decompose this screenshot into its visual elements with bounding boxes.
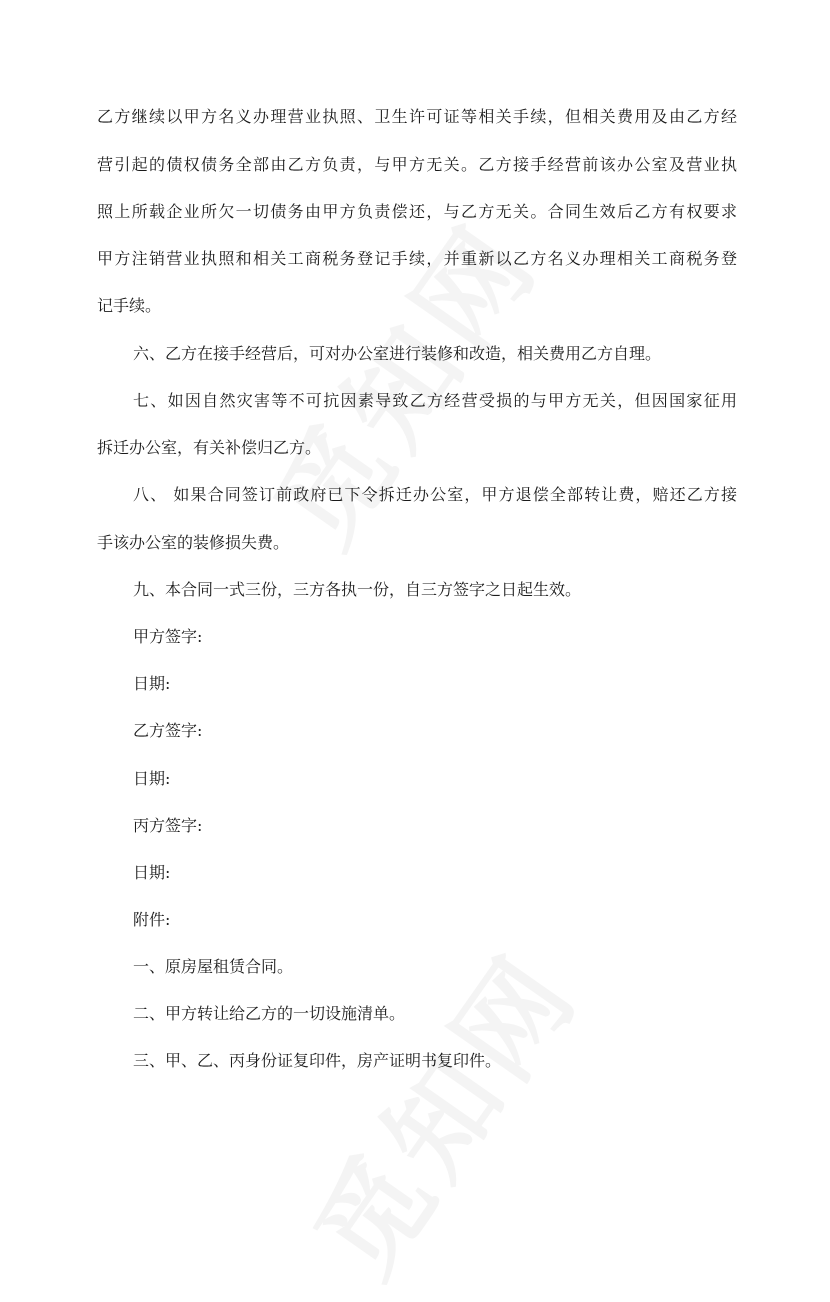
clause5-line-5: 记手续。 <box>97 296 162 315</box>
clause7-line-2: 拆迁办公室，有关补偿归乙方。 <box>97 438 322 457</box>
clause5-line-1: 乙方继续以甲方名义办理营业执照、卫生许可证等相关手续，但相关费用及由乙方经 <box>97 107 737 126</box>
attachment-item-1: 一、原房屋租赁合同。 <box>133 957 294 976</box>
party-b-signature: 乙方签字: <box>133 721 203 740</box>
party-c-signature: 丙方签字: <box>133 816 203 835</box>
clause5-line-4: 甲方注销营业执照和相关工商税务登记手续，并重新以乙方名义办理相关工商税务登 <box>97 249 737 268</box>
party-b-date: 日期: <box>133 769 171 788</box>
clause9: 九、本合同一式三份，三方各执一份，自三方签字之日起生效。 <box>133 580 582 599</box>
party-a-date: 日期: <box>133 674 171 693</box>
attachments-heading: 附件: <box>133 910 171 929</box>
clause5-line-3: 照上所载企业所欠一切债务由甲方负责偿还，与乙方无关。合同生效后乙方有权要求 <box>97 202 737 221</box>
attachment-item-2: 二、甲方转让给乙方的一切设施清单。 <box>133 1004 406 1023</box>
clause8-line-2: 手该办公室的装修损失费。 <box>97 533 290 552</box>
watermark <box>272 916 608 1302</box>
party-c-date: 日期: <box>133 863 171 882</box>
party-a-signature: 甲方签字: <box>133 627 203 646</box>
clause8-line-1: 八、 如果合同签订前政府已下令拆迁办公室，甲方退偿全部转让费，赔还乙方接 <box>133 485 737 504</box>
clause5-line-2: 营引起的债权债务全部由乙方负责，与甲方无关。乙方接手经营前该办公室及营业执 <box>97 155 737 174</box>
clause7-line-1: 七、如因自然灾害等不可抗因素导致乙方经营受损的与甲方无关，但因国家征用 <box>133 391 737 410</box>
attachment-item-3: 三、甲、乙、丙身份证复印件，房产证明书复印件。 <box>133 1051 502 1070</box>
watermark <box>232 186 568 572</box>
clause6: 六、乙方在接手经营后，可对办公室进行装修和改造，相关费用乙方自理。 <box>133 344 662 363</box>
